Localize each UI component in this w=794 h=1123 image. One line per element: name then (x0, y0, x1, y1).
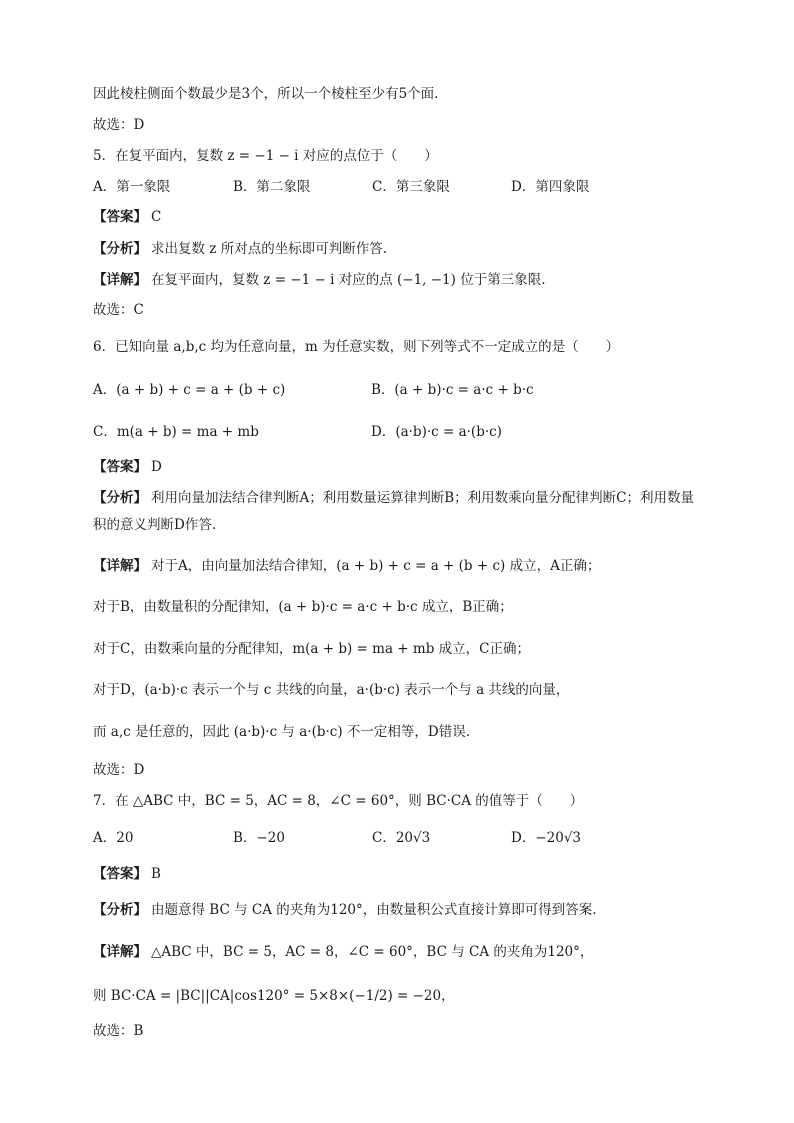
q7-option-d: D．−20√3 (511, 830, 582, 846)
q7-choose: 故选：B (93, 1023, 144, 1039)
answer-value: C (151, 209, 162, 225)
q6-detail-line-5: 而 a,c 是任意的，因此 (a·b)·c 与 a·(b·c) 不一定相等，D错误. (93, 724, 470, 740)
q6-option-b: B．(a + b)·c = a·c + b·c (371, 382, 534, 398)
analysis-tag: 【分析】 (93, 490, 147, 506)
detail-tag: 【详解】 (93, 272, 147, 288)
q7-detail (93, 942, 704, 962)
q7-option-a: A．20 (93, 830, 134, 846)
q6-option-c: C．m(a + b) = ma + mb (93, 424, 259, 440)
q7-analysis (93, 900, 704, 920)
analysis-text: 利用向量加法结合律判断A；利用数量运算律判断B；利用数乘向量分配律判断C；利用数量积的意义判断D作答. (93, 490, 694, 533)
q5-analysis (93, 239, 704, 259)
q5-option-c: C．第三象限 (372, 179, 450, 195)
analysis-tag: 【分析】 (93, 902, 147, 918)
detail-text: △ABC 中，BC = 5，AC = 8，∠C = 60°，BC 与 CA 的夹角为120°， (151, 944, 594, 960)
analysis-text: 求出复数 z 所对点的坐标即可判断作答. (151, 241, 387, 257)
q6-detail-line-3: 对于C，由数乘向量的分配律知，m(a + b) = ma + mb 成立，C正确； (93, 641, 530, 657)
q6-answer (93, 457, 704, 477)
q7-answer (93, 864, 704, 884)
analysis-tag: 【分析】 (93, 241, 147, 257)
answer-tag: 【答案】 (93, 459, 147, 475)
q7-option-c: C．20√3 (372, 830, 431, 846)
detail-tag: 【详解】 (93, 558, 147, 574)
q5-detail (93, 270, 704, 290)
q6-detail-line-1 (93, 556, 704, 576)
q7-calculation: 则 BC·CA = |BC||CA|cos120° = 5×8×(−1/2) = −20， (93, 988, 455, 1004)
answer-value: B (151, 866, 161, 882)
q5-stem: 5．在复平面内，复数 z = −1 − i 对应的点位于（ ） (93, 148, 438, 164)
answer-tag: 【答案】 (93, 866, 147, 882)
q5-answer (93, 207, 704, 227)
q5-option-d: D．第四象限 (511, 179, 590, 195)
q7-option-b: B．−20 (233, 830, 285, 846)
q6-choose: 故选：D (93, 762, 145, 778)
answer-value: D (151, 459, 162, 475)
q5-option-a: A．第一象限 (93, 179, 171, 195)
q6-detail-line-2: 对于B，由数量积的分配律知，(a + b)·c = a·c + b·c 成立，B正确； (93, 599, 513, 615)
q6-stem: 6．已知向量 a,b,c 均为任意向量，m 为任意实数，则下列等式不一定成立的是（ ） (93, 339, 620, 355)
detail-text: 在复平面内，复数 z = −1 − i 对应的点 (−1, −1) 位于第三象限. (151, 272, 546, 288)
q4-choose: 故选：D (93, 117, 145, 133)
analysis-text: 由题意得 BC 与 CA 的夹角为120°，由数量积公式直接计算即可得到答案. (151, 902, 597, 918)
q5-option-b: B．第二象限 (233, 179, 311, 195)
q5-choose: 故选：C (93, 302, 144, 318)
detail-text: 对于A，由向量加法结合律知，(a + b) + c = a + (b + c) 成立，A正确； (151, 558, 601, 574)
detail-tag: 【详解】 (93, 944, 147, 960)
q6-analysis (93, 485, 704, 539)
q6-option-a: A．(a + b) + c = a + (b + c) (93, 382, 286, 398)
q6-option-d: D．(a·b)·c = a·(b·c) (371, 424, 502, 440)
q7-stem: 7．在 △ABC 中，BC = 5，AC = 8，∠C = 60°，则 BC·CA 的值等于（ ） (93, 793, 584, 809)
answer-tag: 【答案】 (93, 209, 147, 225)
q4-conclusion: 因此棱柱侧面个数最少是3个，所以一个棱柱至少有5个面. (93, 86, 439, 102)
q6-detail-line-4: 对于D，(a·b)·c 表示一个与 c 共线的向量，a·(b·c) 表示一个与 a 共线的向量， (93, 682, 570, 698)
